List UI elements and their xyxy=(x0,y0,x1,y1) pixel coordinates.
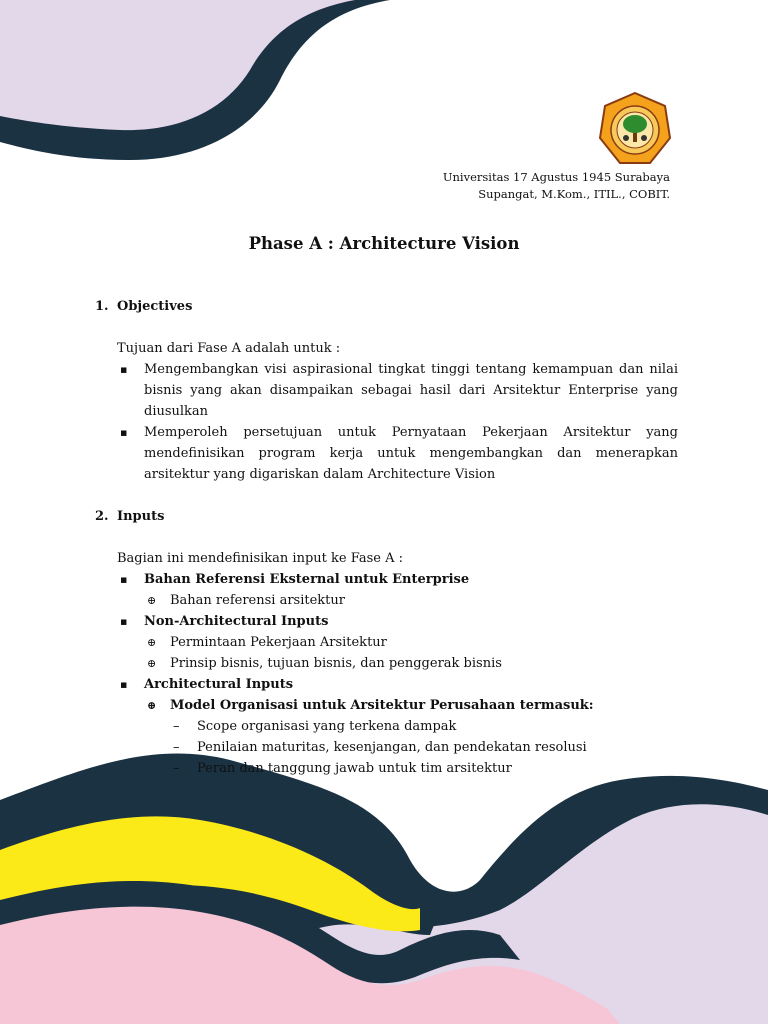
author-name: Supangat, M.Kom., ITIL., COBIT. xyxy=(478,187,670,201)
sub-list-item: ⊕ Prinsip bisnis, tujuan bisnis, dan penggerak bisnis xyxy=(95,653,678,674)
section-intro: Tujuan dari Fase A adalah untuk : xyxy=(117,341,341,356)
sub-list-item: ⊕ Model Organisasi untuk Arsitektur Perusahaan termasuk: xyxy=(95,695,678,716)
inputs-list xyxy=(95,569,678,779)
sub-list-item: ⊕ Bahan referensi arsitektur xyxy=(95,590,678,611)
list-item: ▪ Bahan Referensi Eksternal untuk Enterprise xyxy=(95,569,678,590)
sub-sub-list-item: – Scope organisasi yang terkena dampak xyxy=(95,716,678,737)
sub-sub-list-item: – Peran dan tanggung jawab untuk tim arsitektur xyxy=(95,758,678,779)
list-item: ▪ Non-Architectural Inputs xyxy=(95,611,678,632)
list-item: ▪ Mengembangkan visi aspirasional tingkat tinggi tentang kemampuan dan nilai bisnis yang akan disampaikan sebagai hasil dari Arsitektur Enterprise yang diusulkan xyxy=(95,359,678,422)
objectives-list xyxy=(95,359,678,485)
affiliation xyxy=(443,169,670,203)
sub-list-item: ⊕ Permintaan Pekerjaan Arsitektur xyxy=(95,632,678,653)
university-seal-icon xyxy=(598,92,672,166)
section-title: Inputs xyxy=(117,509,165,524)
section-intro: Bagian ini mendefinisikan input ke Fase A : xyxy=(117,551,403,566)
page-title: Phase A : Architecture Vision xyxy=(248,234,520,253)
list-item: ▪ Architectural Inputs xyxy=(95,674,678,695)
section-number: 1. xyxy=(95,299,109,314)
list-item: ▪ Memperoleh persetujuan untuk Pernyataan Pekerjaan Arsitektur yang mendefinisikan program kerja untuk mengembangkan dan menerapkan arsitektur yang digariskan dalam Architecture Vision xyxy=(95,422,678,485)
section-title: Objectives xyxy=(117,299,193,314)
institution-name: Universitas 17 Agustus 1945 Surabaya xyxy=(442,170,670,184)
section-heading-objectives xyxy=(95,296,678,317)
section-number: 2. xyxy=(95,509,109,524)
sub-sub-list-item: – Penilaian maturitas, kesenjangan, dan pendekatan resolusi xyxy=(95,737,678,758)
document-body xyxy=(95,296,678,779)
section-heading-inputs xyxy=(95,506,678,527)
